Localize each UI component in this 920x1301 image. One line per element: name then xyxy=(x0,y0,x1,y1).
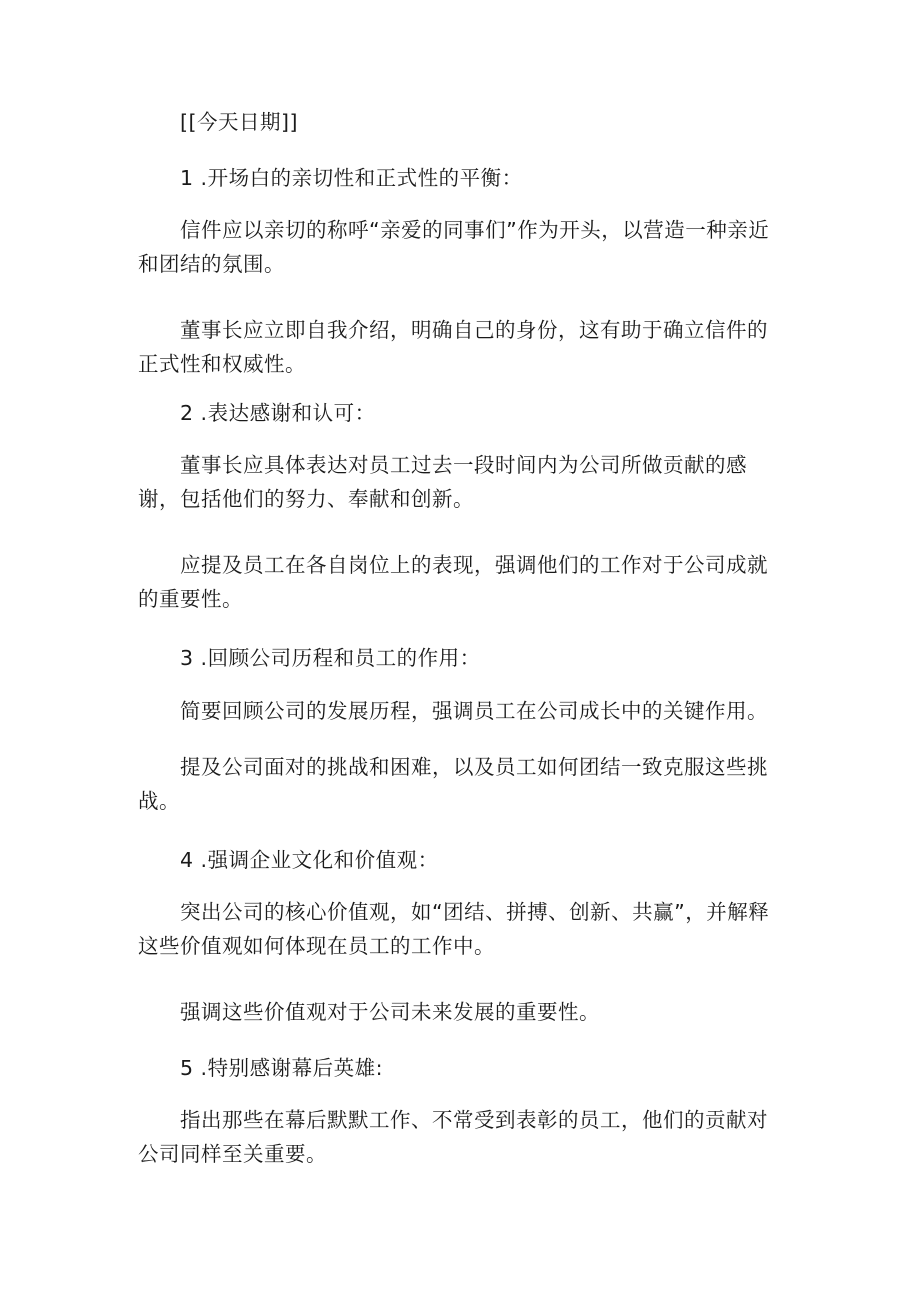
paragraph: 强调这些价值观对于公司未来发展的重要性。 xyxy=(180,1000,600,1024)
section-heading-3: 3 .回顾公司历程和员工的作用： xyxy=(180,646,481,670)
date-placeholder: [[今天日期]] xyxy=(180,110,298,134)
paragraph: 提及公司面对的挑战和困难，以及员工如何团结一致克服这些挑战。 xyxy=(138,755,768,813)
paragraph: 信件应以亲切的称呼“亲爱的同事们”作为开头，以营造一种亲近和团结的氛围。 xyxy=(138,218,770,276)
paragraph: 应提及员工在各自岗位上的表现，强调他们的工作对于公司成就的重要性。 xyxy=(138,553,768,611)
paragraph: 董事长应立即自我介绍，明确自己的身份，这有助于确立信件的正式性和权威性。 xyxy=(138,318,768,376)
paragraph: 指出那些在幕后默默工作、不常受到表彰的员工，他们的贡献对公司同样至关重要。 xyxy=(138,1108,768,1166)
paragraph: 突出公司的核心价值观，如“团结、拼搏、创新、共赢”，并解释这些价值观如何体现在员工的工作中。 xyxy=(138,900,770,958)
paragraph: 简要回顾公司的发展历程，强调员工在公司成长中的关键作用。 xyxy=(180,699,768,723)
section-heading-2: 2 .表达感谢和认可： xyxy=(180,401,376,425)
section-heading-1: 1 .开场白的亲切性和正式性的平衡： xyxy=(180,166,523,190)
section-heading-4: 4 .强调企业文化和价值观： xyxy=(180,848,439,872)
paragraph: 董事长应具体表达对员工过去一段时间内为公司所做贡献的感谢，包括他们的努力、奉献和创新。 xyxy=(138,453,747,511)
section-heading-5: 5 .特别感谢幕后英雄: xyxy=(180,1056,383,1080)
